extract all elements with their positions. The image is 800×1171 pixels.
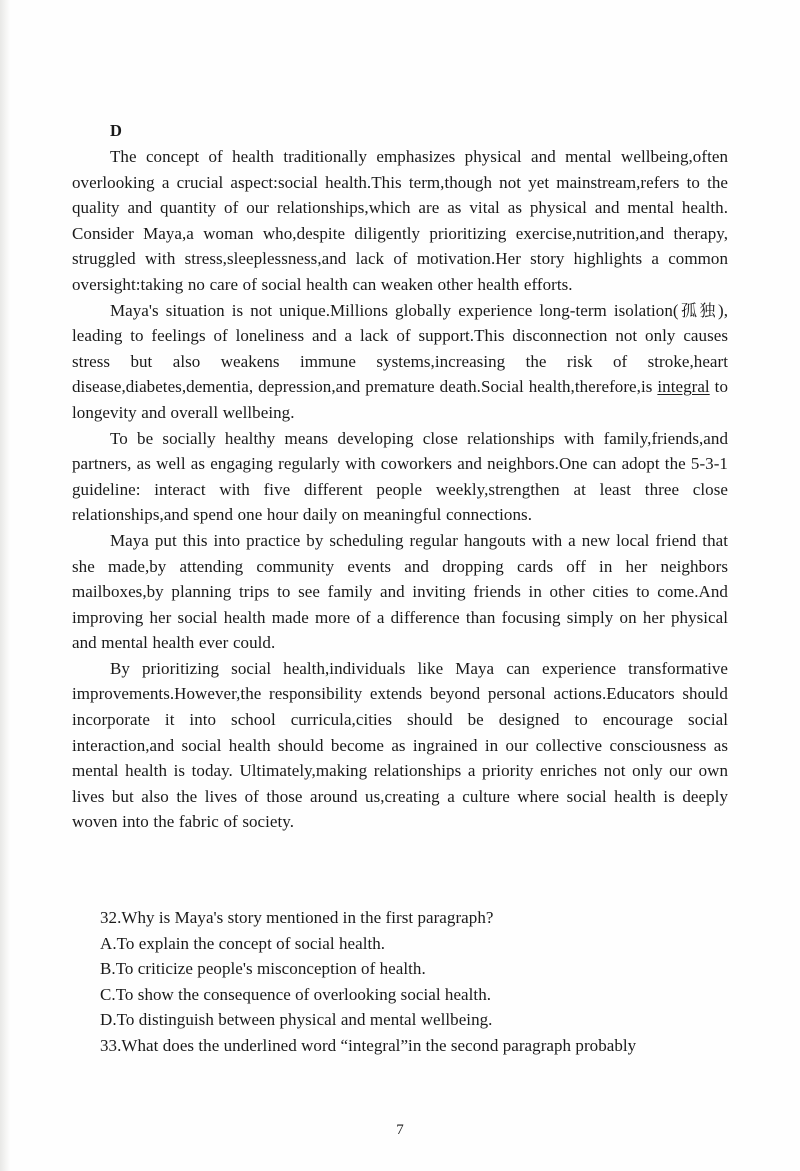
question-32-option-b: B.To criticize people's misconception of health.	[100, 959, 426, 979]
passage-paragraph-4: Maya put this into practice by scheduling regular hangouts with a new local friend that she made,by attending community events and dropping cards off in her neighbors mailboxes,by planning trips to see family and inviting friends in other cities to come.And improving her social health made more of a difference than focusing simply on her physical and mental health ever could.	[72, 530, 728, 653]
paragraph-2-middle-text: ), leading to feelings of loneliness and a lack of support.This disconnection not only causes stress but also weakens immune systems,increasing the risk of stroke,heart disease,diabetes,dementia, depression,and premature death.Social health,therefore,is	[72, 300, 728, 397]
section-letter-heading: D	[110, 121, 123, 140]
passage-body	[72, 118, 728, 835]
paragraph-2-after-text: to longevity and overall wellbeing.	[72, 377, 728, 422]
passage-paragraph-2	[72, 298, 728, 426]
question-32-option-c: C.To show the consequence of overlooking social health.	[100, 984, 492, 1004]
question-32-option-d: D.To distinguish between physical and mental wellbeing.	[100, 1010, 493, 1030]
chinese-gloss-text: 孤独	[678, 300, 718, 320]
paragraph-2-before-text: Maya's situation is not unique.Millions globally experience long-term isolation(	[110, 300, 679, 320]
question-list	[100, 905, 740, 1059]
passage-paragraph-1: The concept of health traditionally emphasizes physical and mental wellbeing,often overlooking a crucial aspect:social health.This term,though not yet mainstream,refers to the quality and quantity of our relationships,which are as vital as physical and mental health. Consider Maya,a woman who,despite diligently prioritizing exercise,nutrition,and therapy, struggled with stress,sleeplessness,and lack of motivation.Her story highlights a common oversight:taking no care of social health can weaken other health efforts.	[72, 147, 728, 294]
page-number: 7	[396, 1122, 404, 1138]
question-33-stem: 33.What does the underlined word “integral”in the second paragraph probably	[100, 1035, 637, 1055]
passage-paragraph-5: By prioritizing social health,individuals like Maya can experience transformative improvements.However,the responsibility extends beyond personal actions.Educators should incorporate it into school curricula,cities should be designed to encourage social interaction,and social health should become as ingrained in our collective consciousness as mental health is today. Ultimately,making relationships a priority enriches not only our own lives but also the lives of those around us,creating a culture where social health is deeply woven into the fabric of society.	[72, 658, 728, 832]
underlined-word-integral: integral	[657, 377, 710, 397]
scan-edge-shading	[0, 0, 10, 1171]
passage-paragraph-3: To be socially healthy means developing close relationships with family,friends,and partners, as well as engaging regularly with coworkers and neighbors.One can adopt the 5-3-1 guideline: interact with five different people weekly,strengthen at least three close relationships,and spend one hour daily on meaningful connections.	[72, 428, 728, 525]
question-32-option-a: A.To explain the concept of social health.	[100, 933, 386, 953]
question-32-stem: 32.Why is Maya's story mentioned in the first paragraph?	[100, 908, 494, 927]
